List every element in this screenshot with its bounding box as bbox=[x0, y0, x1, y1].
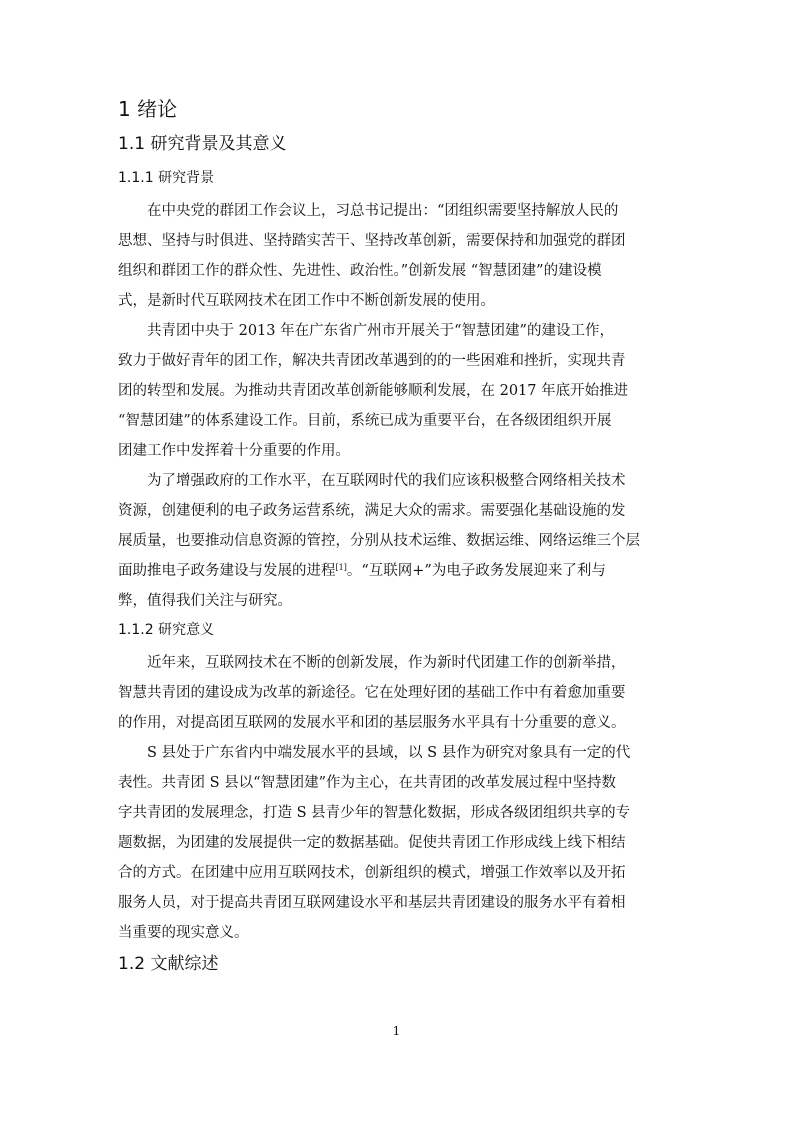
section-heading-1-1: 1.1 研究背景及其意义 bbox=[118, 134, 287, 154]
text-line: 当重要的现实意义。 bbox=[118, 925, 249, 941]
text-line: 团的转型和发展。为推动共青团改革创新能够顺利发展，在 2017 年底开始推进 bbox=[118, 383, 629, 399]
text-line: 式，是新时代互联网技术在团工作中不断创新发展的使用。 bbox=[118, 293, 495, 309]
text-line: 题数据，为团建的发展提供一定的数据基础。促使共青团工作形成线上线下相结 bbox=[118, 835, 626, 851]
paragraph-background-2 bbox=[118, 316, 678, 466]
text-line: 合的方式。在团建中应用互联网技术，创新组织的模式，增强工作效率以及开拓 bbox=[118, 865, 626, 881]
text-line: 共青团中央于 2013 年在广东省广州市开展关于“智慧团建”的建设工作， bbox=[147, 323, 614, 339]
text-line: 弊，值得我们关注与研究。 bbox=[118, 593, 292, 609]
subsection-heading-1-1-1: 1.1.1 研究背景 bbox=[118, 170, 215, 186]
subsection-heading-1-1-2: 1.1.2 研究意义 bbox=[118, 622, 215, 638]
paragraph-significance-2 bbox=[118, 738, 678, 948]
text-line: 在中央党的群团工作会议上，习总书记提出：“团组织需要坚持解放人民的 bbox=[147, 203, 619, 219]
text-segment: 面助推电子政务建设与发展的进程 bbox=[118, 563, 336, 579]
page-content bbox=[118, 92, 678, 984]
text-line: 思想、坚持与时俱进、坚持踏实苦干、坚持改革创新，需要保持和加强党的群团 bbox=[118, 233, 626, 249]
text-line: 服务人员，对于提高共青团互联网建设水平和基层共青团建设的服务水平有着相 bbox=[118, 895, 626, 911]
text-line: 展质量，也要推动信息资源的管控，分别从技术运维、数据运维、网络运维三个层 bbox=[118, 533, 640, 549]
text-line: 字共青团的发展理念，打造 S 县青少年的智慧化数据，形成各级团组织共享的专 bbox=[118, 805, 631, 821]
text-line: 致力于做好青年的团工作，解决共青团改革遇到的的一些困难和挫折，实现共青 bbox=[118, 353, 626, 369]
paragraph-significance-1 bbox=[118, 648, 678, 738]
text-line-with-citation bbox=[118, 556, 678, 586]
chapter-heading: 1 绪论 bbox=[118, 97, 178, 121]
section-heading-1-2: 1.2 文献综述 bbox=[118, 954, 219, 974]
text-line: 的作用，对提高团互联网的发展水平和团的基层服务水平具有十分重要的意义。 bbox=[118, 715, 626, 731]
text-line: 近年来，互联网技术在不断的创新发展，作为新时代团建工作的创新举措， bbox=[147, 655, 626, 671]
text-line: 团建工作中发挥着十分重要的作用。 bbox=[118, 443, 350, 459]
citation-reference[interactable]: [1] bbox=[335, 563, 347, 572]
paragraph-background-1 bbox=[118, 196, 678, 316]
text-line: 组织和群团工作的群众性、先进性、政治性。”创新发展 “智慧团建”的建设模 bbox=[118, 263, 602, 279]
text-line: S 县处于广东省内中端发展水平的县域，以 S 县作为研究对象具有一定的代 bbox=[147, 745, 631, 761]
text-line: “智慧团建”的体系建设工作。目前，系统已成为重要平台，在各级团组织开展 bbox=[118, 413, 612, 429]
page-number: 1 bbox=[392, 1024, 401, 1038]
text-line: 表性。共青团 S 县以“智慧团建”作为主心，在共青团的改革发展过程中坚持数 bbox=[118, 775, 616, 791]
text-line: 资源，创建便利的电子政务运营系统，满足大众的需求。需要强化基础设施的发 bbox=[118, 503, 626, 519]
paragraph-background-3 bbox=[118, 466, 678, 616]
text-segment: 。“互联网+”为电子政务发展迎来了利与 bbox=[346, 563, 606, 579]
text-line: 为了增强政府的工作水平，在互联网时代的我们应该积极整合网络相关技术 bbox=[147, 473, 626, 489]
text-line: 智慧共青团的建设成为改革的新途径。它在处理好团的基础工作中有着愈加重要 bbox=[118, 685, 626, 701]
